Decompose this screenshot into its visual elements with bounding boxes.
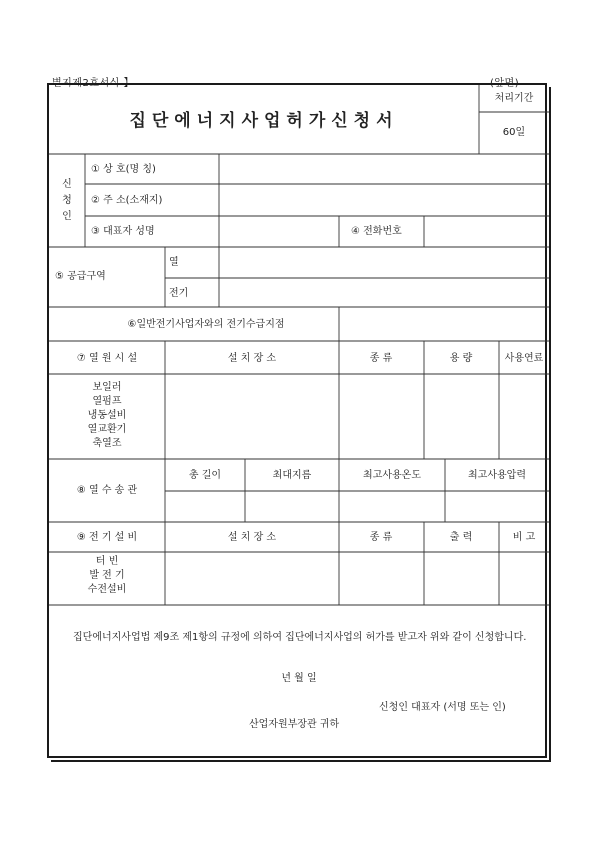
heat-install-location-field[interactable] xyxy=(166,375,338,458)
pipeline-temperature-header: 최고사용온도 xyxy=(363,470,421,481)
trade-name-field[interactable] xyxy=(220,155,548,183)
heat-type-header: 종 류 xyxy=(369,353,393,364)
recipient: 산업자원부장관 귀하 xyxy=(249,719,340,730)
address-field[interactable] xyxy=(220,185,548,215)
pipeline-length-header: 총 길이 xyxy=(188,470,222,481)
representative-label: ③ 대표자 성명 xyxy=(91,226,155,237)
heat-fuel-field[interactable] xyxy=(500,375,548,458)
front-side-label: (앞면) xyxy=(490,78,520,89)
supply-heat-field[interactable] xyxy=(220,248,548,277)
application-date: 년 월 일 xyxy=(281,673,317,684)
heat-item-heat-storage: 축열조 xyxy=(92,438,122,449)
pipeline-diameter-header: 최대지름 xyxy=(272,470,312,481)
heat-install-location-header: 설 치 장 소 xyxy=(227,353,277,364)
application-statement: 집단에너지사업법 제9조 제1항의 규정에 의하여 집단에너지사업의 허가를 받고자 위와 같이 신청합니다. xyxy=(73,632,527,643)
applicant-signature: 신청인 대표자 (서명 또는 인) xyxy=(379,702,506,713)
form-title: 집단에너지사업허가신청서 xyxy=(129,111,399,131)
form-number-label: 별지제2호서식 】 xyxy=(52,78,135,89)
pipeline-length-field[interactable] xyxy=(166,492,244,521)
supply-point-label: ⑥일반전기사업자와의 전기수급지점 xyxy=(127,319,285,330)
supply-heat-label: 열 xyxy=(169,257,179,268)
power-remarks-header: 비 고 xyxy=(512,532,536,543)
power-output-header: 출 력 xyxy=(449,532,473,543)
pipeline-pressure-header: 최고사용압력 xyxy=(468,470,526,481)
heat-fuel-header: 사용연료 xyxy=(504,353,544,364)
heat-item-boiler: 보일러 xyxy=(92,382,122,393)
power-remarks-field[interactable] xyxy=(500,553,548,604)
heat-item-refrigeration: 냉동설비 xyxy=(87,410,127,421)
power-type-field[interactable] xyxy=(340,553,423,604)
phone-field[interactable] xyxy=(425,217,548,246)
power-item-generator: 발 전 기 xyxy=(89,570,125,581)
heat-type-field[interactable] xyxy=(340,375,423,458)
supply-electricity-label: 전기 xyxy=(169,288,189,299)
trade-name-label: ① 상 호(명 칭) xyxy=(91,164,156,175)
heat-facility-label: ⑦ 열 원 시 설 xyxy=(76,353,138,364)
pipeline-diameter-field[interactable] xyxy=(246,492,338,521)
processing-period-label: 처리기간 xyxy=(494,93,534,104)
power-facility-items xyxy=(88,556,127,596)
application-form xyxy=(47,83,547,758)
applicant-group-label xyxy=(53,179,81,223)
applicant-char-3: 인 xyxy=(62,211,72,222)
pipeline-label: ⑧ 열 수 송 관 xyxy=(76,485,138,496)
pipeline-temperature-field[interactable] xyxy=(340,492,444,521)
supply-area-label: ⑤ 공급구역 xyxy=(55,271,106,282)
power-facility-label: ⑨ 전 기 설 비 xyxy=(76,532,138,543)
heat-item-heat-pump: 열펌프 xyxy=(92,396,122,407)
pipeline-pressure-field[interactable] xyxy=(446,492,548,521)
heat-capacity-field[interactable] xyxy=(425,375,498,458)
address-label: ② 주 소(소재지) xyxy=(91,195,163,206)
applicant-char-2: 청 xyxy=(62,195,72,206)
representative-name-field[interactable] xyxy=(220,217,338,246)
heat-item-heat-exchanger: 열교환기 xyxy=(87,424,127,435)
heat-capacity-header: 용 량 xyxy=(449,353,473,364)
power-install-location-header: 설 치 장 소 xyxy=(227,532,277,543)
power-item-receiving: 수전설비 xyxy=(87,584,127,595)
power-output-field[interactable] xyxy=(425,553,498,604)
heat-facility-items xyxy=(88,382,127,450)
power-install-location-field[interactable] xyxy=(166,553,338,604)
phone-label: ④ 전화번호 xyxy=(351,226,402,237)
supply-point-field[interactable] xyxy=(340,308,548,340)
processing-period-value: 60일 xyxy=(502,127,526,138)
power-type-header: 종 류 xyxy=(369,532,393,543)
power-item-turbine: 터 빈 xyxy=(95,556,119,567)
supply-electricity-field[interactable] xyxy=(220,279,548,306)
applicant-char-1: 신 xyxy=(62,179,72,190)
